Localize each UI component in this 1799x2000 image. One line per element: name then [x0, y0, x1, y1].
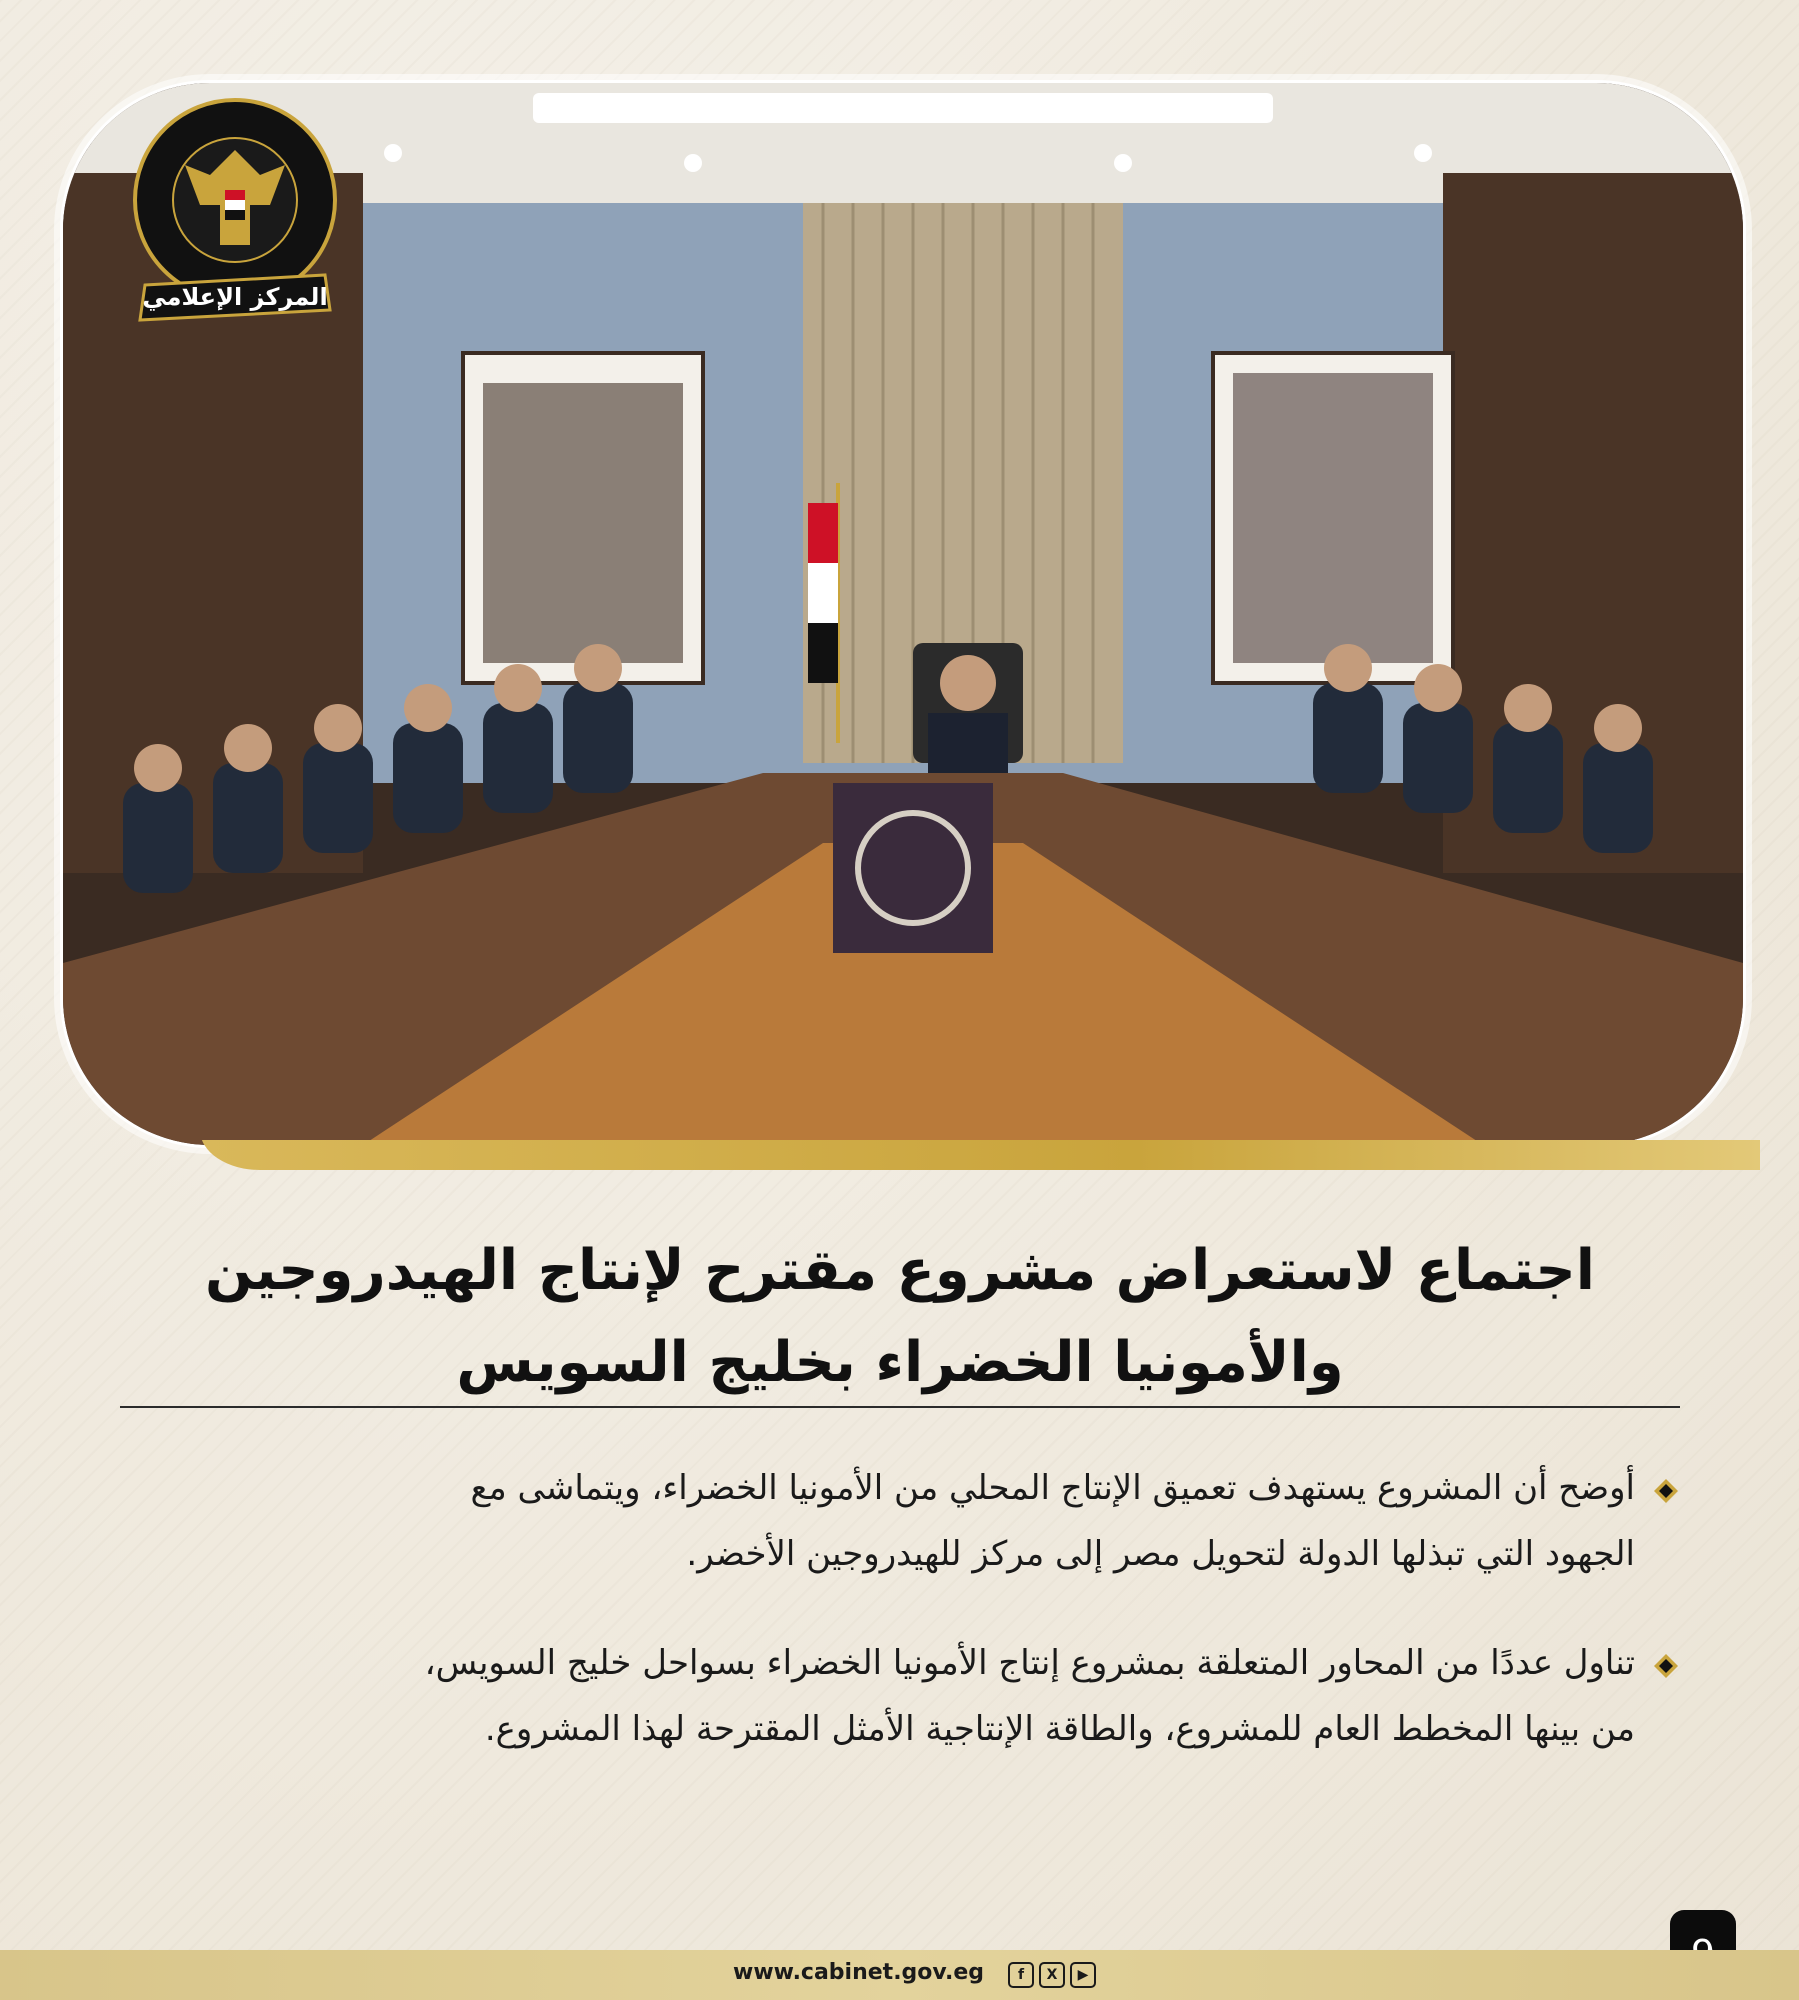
page-title	[120, 1225, 1680, 1409]
title-divider	[120, 1406, 1680, 1408]
x-icon[interactable]: X	[1039, 1962, 1065, 1988]
bullet-2-line-1: تناول عددًا من المحاور المتعلقة بمشروع إنتاج الأمونيا الخضراء بسواحل خليج السويس،	[424, 1643, 1635, 1683]
bullet-1-line-1: أوضح أن المشروع يستهدف تعميق الإنتاج المحلي من الأمونيا الخضراء، ويتماشى مع	[470, 1468, 1635, 1508]
footer-bar	[0, 1950, 1799, 2000]
bullet-point-1	[140, 1455, 1680, 1587]
diamond-bullet-icon	[1652, 1477, 1680, 1505]
facebook-icon[interactable]: f	[1008, 1962, 1034, 1988]
diamond-bullet-icon	[1652, 1652, 1680, 1680]
website-link[interactable]: www.cabinet.gov.eg	[733, 1960, 984, 1985]
title-line-1: اجتماع لاستعراض مشروع مقترح لإنتاج الهيدروجين	[205, 1238, 1595, 1303]
bullet-2-line-2: من بينها المخطط العام للمشروع، والطاقة الإنتاجية الأمثل المقترحة لهذا المشروع.	[484, 1709, 1635, 1749]
youtube-icon[interactable]: ▶	[1070, 1962, 1096, 1988]
social-icons	[1008, 1962, 1096, 1988]
bullet-point-2	[140, 1630, 1680, 1762]
logo-banner-text: المركز الإعلامي	[142, 283, 328, 311]
media-center-logo	[125, 95, 345, 335]
bullet-1-line-2: الجهود التي تبذلها الدولة لتحويل مصر إلى مركز للهيدروجين الأخضر.	[686, 1534, 1635, 1574]
title-line-2: والأمونيا الخضراء بخليج السويس	[456, 1330, 1344, 1395]
